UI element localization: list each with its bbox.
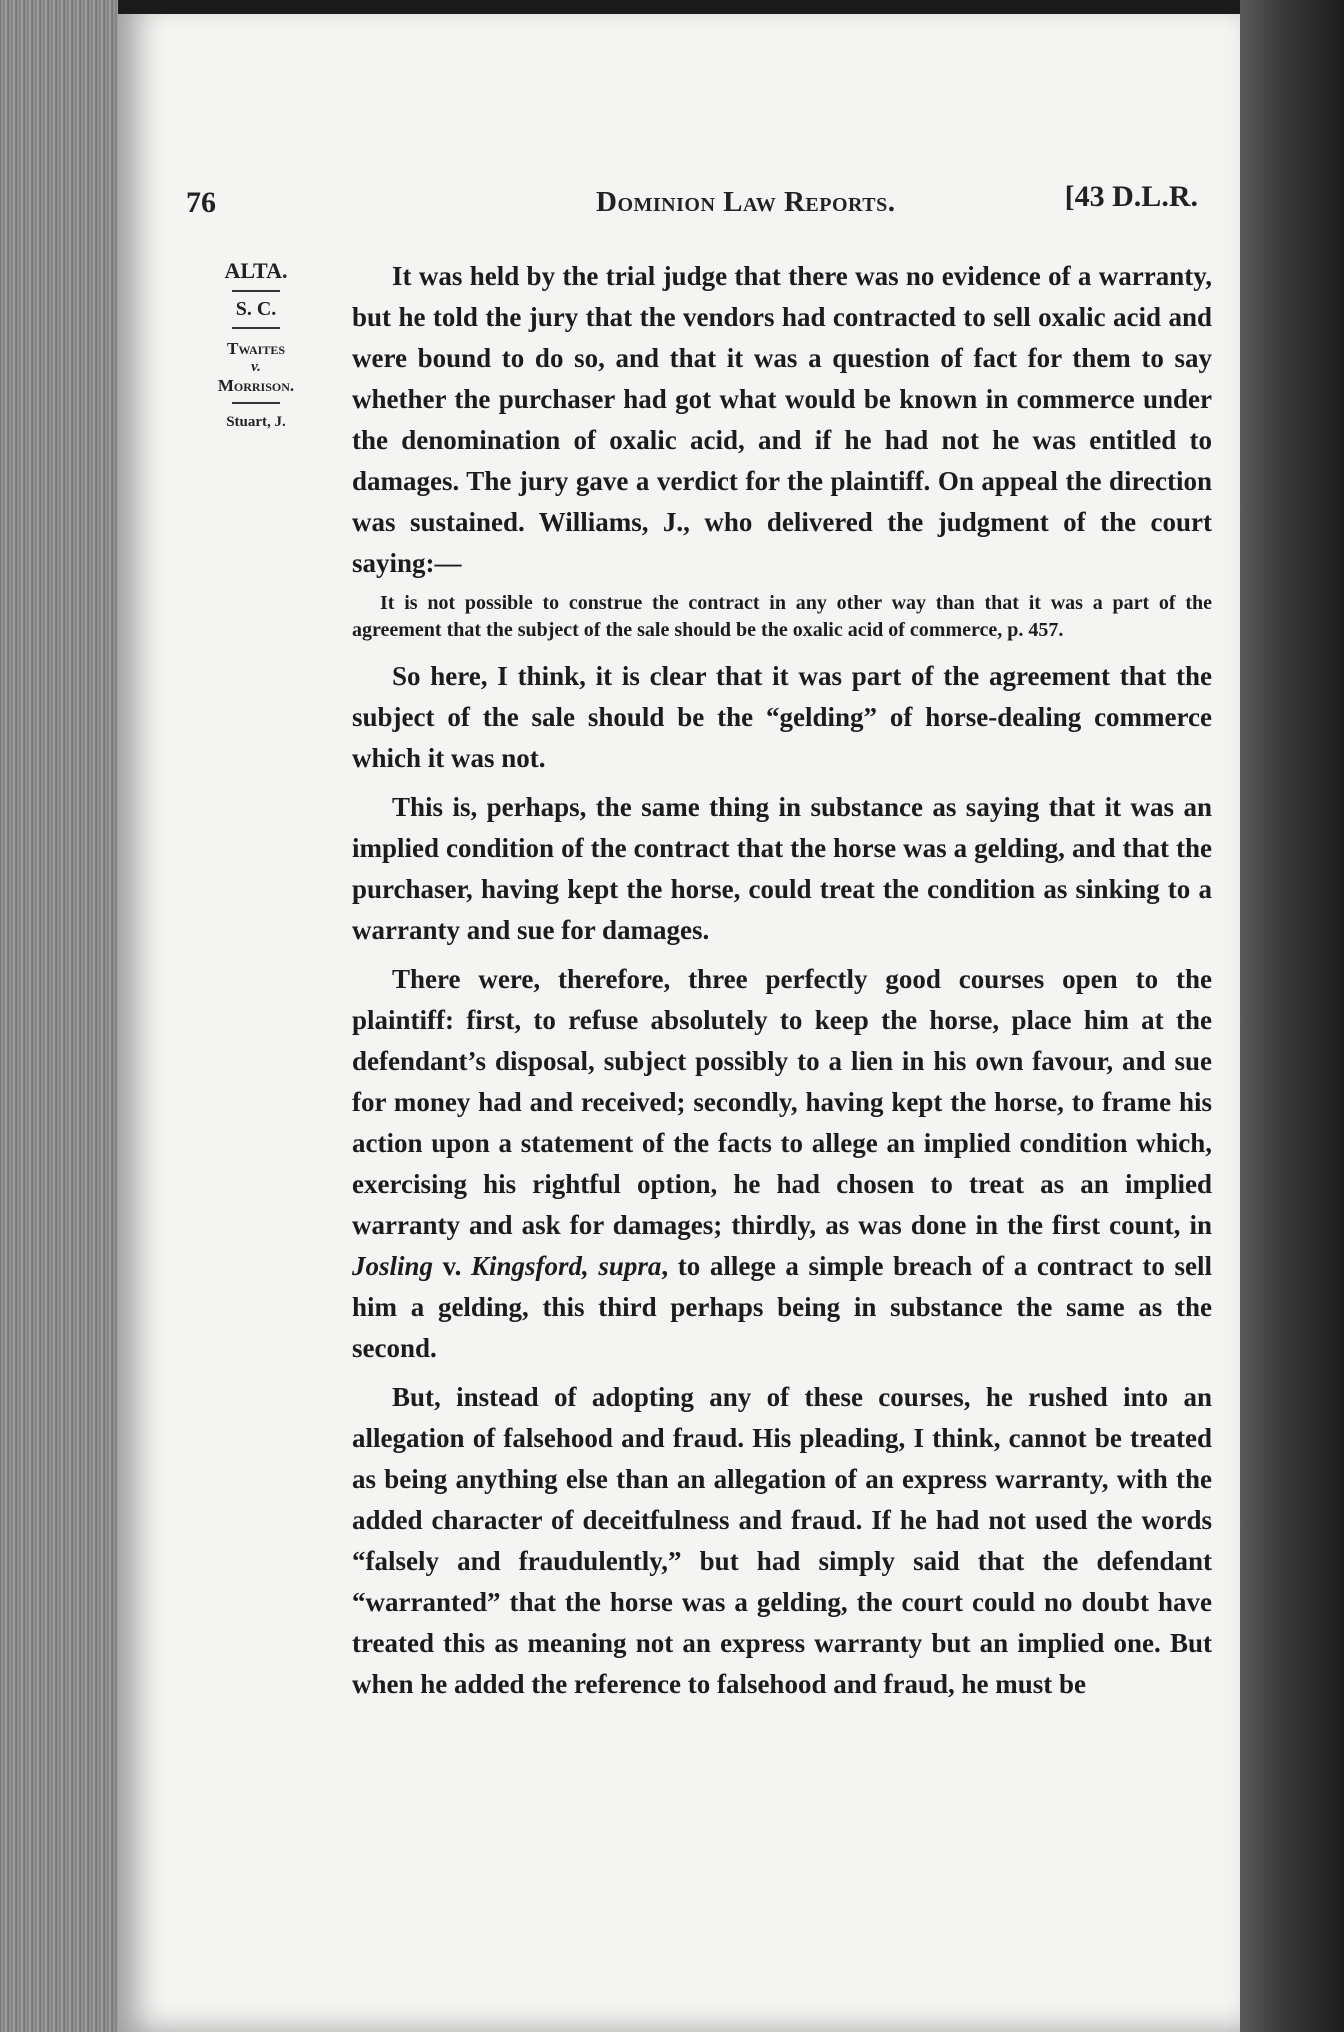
page-number: 76 <box>186 186 216 219</box>
paragraph-3: This is, perhaps, the same thing in substance as saying that it was an implied condition of the contract that the horse was a gelding, and that the purchaser, having kept the horse, could treat the condition as sinking to a warranty and sue for damages. <box>352 792 1212 945</box>
paragraph-4 <box>352 959 1212 1369</box>
scan-top-border <box>118 0 1240 14</box>
block-quote: It is not possible to construe the contract in any other way than that it was a part of the agreement that the subject of the sale should be the oxalic acid of commerce, p. 457. <box>352 592 1212 641</box>
volume-reference: [43 D.L.R. <box>1064 180 1198 213</box>
margin-divider <box>232 402 280 404</box>
journal-title: Dominion Law Reports. <box>596 186 896 218</box>
case-versus: v. <box>433 1251 471 1281</box>
margin-court: S. C. <box>235 298 277 320</box>
case-name-josling: Josling <box>352 1251 434 1281</box>
paragraph-1: It was held by the trial judge that there was no evidence of a warranty, but he told the jury that the vendors had contracted to sell oxalic acid and were bound to do so, and that it was a question of fact for them to say whether the purchaser had got what would be known in commerce under the denomination of oxalic acid, and if he had not he was entitled to damages. The jury gave a verdict for the plaintiff. On appeal the direction was sustained. Williams, J., who delivered the judgment of the court saying:— <box>352 261 1212 578</box>
margin-judge: Stuart, J. <box>226 414 286 430</box>
paragraph-5: But, instead of adopting any of these courses, he rushed into an allegation of falsehood and fraud. His pleading, I think, cannot be treated as being anything else than an allegation of an express warranty, with the added character of deceitfulness and fraud. If he had not used the words “falsely and fraudulently,” but had simply said that the defendant “warranted” that the horse was a gelding, the court could no doubt have treated this as meaning not an express warranty but an implied one. But when he added the reference to falsehood and fraud, he must be <box>352 1382 1212 1699</box>
margin-divider <box>232 327 280 329</box>
margin-case-party-1: Twaites <box>226 339 286 358</box>
margin-note <box>196 258 316 431</box>
case-name-kingsford: Kingsford, supra <box>470 1251 662 1281</box>
margin-case-party-2: Morrison. <box>217 376 295 395</box>
margin-case-versus: v. <box>251 359 261 375</box>
book-binding-shadow-right <box>1240 0 1344 2032</box>
margin-province: ALTA. <box>224 258 288 283</box>
paragraph-4-text-a: There were, therefore, three perfectly good courses open to the plaintiff: first, to refuse absolutely to keep the horse, place him at the defendant’s disposal, subject possibly to a lien in his own favour, and sue for money had and received; secondly, having kept the horse, to frame his action upon a statement of the facts to allege an implied condition which, exercising his rightful option, he had chosen to treat as an implied warranty and ask for damages; thirdly, as was done in the first count, in <box>352 964 1212 1240</box>
running-head <box>186 178 1198 228</box>
body-text <box>352 256 1212 1705</box>
paragraph-4-text-b: , to allege a simple breach of a contract to sell him a gelding, this third perhaps being in substance the same as the second. <box>352 1251 1212 1363</box>
margin-divider <box>232 290 280 292</box>
paragraph-2: So here, I think, it is clear that it was part of the agreement that the subject of the sale should be the “gelding” of horse-dealing commerce which it was not. <box>352 661 1212 773</box>
